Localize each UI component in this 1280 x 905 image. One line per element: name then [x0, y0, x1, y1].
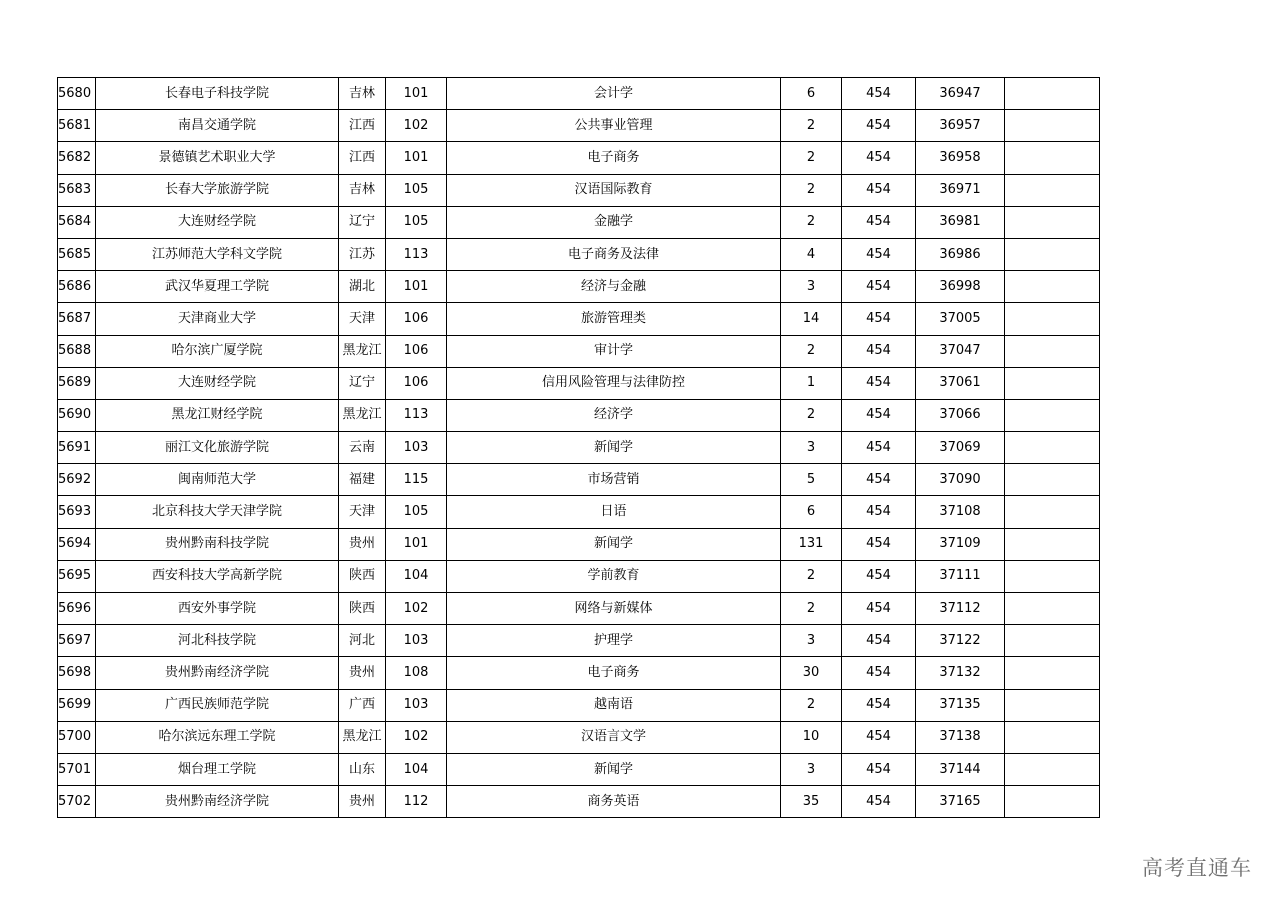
table-row [58, 528, 1100, 560]
count-cell: 3 [781, 625, 842, 657]
note-cell [1005, 721, 1100, 753]
note-cell [1005, 303, 1100, 335]
count-cell: 2 [781, 110, 842, 142]
position-cell: 37138 [916, 721, 1005, 753]
code-cell: 106 [386, 335, 447, 367]
code-cell: 113 [386, 238, 447, 270]
position-cell: 37090 [916, 464, 1005, 496]
table-row [58, 593, 1100, 625]
position-cell: 37135 [916, 689, 1005, 721]
province-cell: 江苏 [339, 238, 386, 270]
rank-cell: 5680 [58, 78, 96, 110]
school-cell: 武汉华夏理工学院 [96, 271, 339, 303]
table-row [58, 560, 1100, 592]
note-cell [1005, 174, 1100, 206]
note-cell [1005, 689, 1100, 721]
score-cell: 454 [842, 238, 916, 270]
note-cell [1005, 625, 1100, 657]
table-row [58, 721, 1100, 753]
count-cell: 1 [781, 367, 842, 399]
school-cell: 大连财经学院 [96, 206, 339, 238]
count-cell: 4 [781, 238, 842, 270]
major-cell: 新闻学 [447, 753, 781, 785]
table-row [58, 367, 1100, 399]
table-row [58, 786, 1100, 818]
code-cell: 104 [386, 753, 447, 785]
school-cell: 景德镇艺术职业大学 [96, 142, 339, 174]
position-cell: 36971 [916, 174, 1005, 206]
major-cell: 信用风险管理与法律防控 [447, 367, 781, 399]
score-cell: 454 [842, 367, 916, 399]
score-cell: 454 [842, 303, 916, 335]
table-row [58, 496, 1100, 528]
school-cell: 大连财经学院 [96, 367, 339, 399]
rank-cell: 5683 [58, 174, 96, 206]
school-cell: 西安外事学院 [96, 593, 339, 625]
position-cell: 36998 [916, 271, 1005, 303]
major-cell: 网络与新媒体 [447, 593, 781, 625]
major-cell: 电子商务 [447, 657, 781, 689]
code-cell: 101 [386, 142, 447, 174]
count-cell: 5 [781, 464, 842, 496]
rank-cell: 5699 [58, 689, 96, 721]
score-cell: 454 [842, 432, 916, 464]
note-cell [1005, 432, 1100, 464]
rank-cell: 5696 [58, 593, 96, 625]
score-cell: 454 [842, 625, 916, 657]
position-cell: 37061 [916, 367, 1005, 399]
score-cell: 454 [842, 786, 916, 818]
table-row [58, 206, 1100, 238]
code-cell: 103 [386, 625, 447, 657]
count-cell: 10 [781, 721, 842, 753]
code-cell: 103 [386, 432, 447, 464]
score-cell: 454 [842, 560, 916, 592]
position-cell: 37047 [916, 335, 1005, 367]
school-cell: 贵州黔南经济学院 [96, 657, 339, 689]
note-cell [1005, 464, 1100, 496]
school-cell: 烟台理工学院 [96, 753, 339, 785]
rank-cell: 5682 [58, 142, 96, 174]
score-cell: 454 [842, 271, 916, 303]
rank-cell: 5686 [58, 271, 96, 303]
position-cell: 37165 [916, 786, 1005, 818]
count-cell: 2 [781, 593, 842, 625]
province-cell: 山东 [339, 753, 386, 785]
code-cell: 115 [386, 464, 447, 496]
rank-cell: 5695 [58, 560, 96, 592]
note-cell [1005, 367, 1100, 399]
table-row [58, 625, 1100, 657]
score-cell: 454 [842, 335, 916, 367]
code-cell: 105 [386, 206, 447, 238]
major-cell: 新闻学 [447, 528, 781, 560]
province-cell: 福建 [339, 464, 386, 496]
major-cell: 会计学 [447, 78, 781, 110]
note-cell [1005, 657, 1100, 689]
table-row [58, 174, 1100, 206]
school-cell: 南昌交通学院 [96, 110, 339, 142]
score-cell: 454 [842, 110, 916, 142]
code-cell: 112 [386, 786, 447, 818]
note-cell [1005, 528, 1100, 560]
school-cell: 长春大学旅游学院 [96, 174, 339, 206]
position-cell: 37132 [916, 657, 1005, 689]
note-cell [1005, 593, 1100, 625]
major-cell: 商务英语 [447, 786, 781, 818]
admissions-table [57, 77, 1100, 818]
school-cell: 贵州黔南科技学院 [96, 528, 339, 560]
position-cell: 36957 [916, 110, 1005, 142]
code-cell: 104 [386, 560, 447, 592]
rank-cell: 5693 [58, 496, 96, 528]
score-cell: 454 [842, 528, 916, 560]
score-cell: 454 [842, 753, 916, 785]
score-cell: 454 [842, 689, 916, 721]
rank-cell: 5700 [58, 721, 96, 753]
rank-cell: 5685 [58, 238, 96, 270]
position-cell: 36986 [916, 238, 1005, 270]
count-cell: 30 [781, 657, 842, 689]
count-cell: 6 [781, 78, 842, 110]
score-cell: 454 [842, 657, 916, 689]
count-cell: 35 [781, 786, 842, 818]
rank-cell: 5701 [58, 753, 96, 785]
position-cell: 36947 [916, 78, 1005, 110]
position-cell: 36981 [916, 206, 1005, 238]
table-row [58, 432, 1100, 464]
major-cell: 电子商务 [447, 142, 781, 174]
school-cell: 黑龙江财经学院 [96, 399, 339, 431]
school-cell: 哈尔滨远东理工学院 [96, 721, 339, 753]
rank-cell: 5694 [58, 528, 96, 560]
province-cell: 广西 [339, 689, 386, 721]
code-cell: 108 [386, 657, 447, 689]
position-cell: 37122 [916, 625, 1005, 657]
table-row [58, 78, 1100, 110]
province-cell: 陕西 [339, 560, 386, 592]
major-cell: 旅游管理类 [447, 303, 781, 335]
note-cell [1005, 753, 1100, 785]
major-cell: 经济与金融 [447, 271, 781, 303]
position-cell: 37108 [916, 496, 1005, 528]
major-cell: 电子商务及法律 [447, 238, 781, 270]
rank-cell: 5698 [58, 657, 96, 689]
major-cell: 审计学 [447, 335, 781, 367]
province-cell: 吉林 [339, 174, 386, 206]
province-cell: 天津 [339, 496, 386, 528]
code-cell: 103 [386, 689, 447, 721]
rank-cell: 5702 [58, 786, 96, 818]
count-cell: 2 [781, 335, 842, 367]
count-cell: 131 [781, 528, 842, 560]
table-row [58, 689, 1100, 721]
position-cell: 37109 [916, 528, 1005, 560]
rank-cell: 5691 [58, 432, 96, 464]
position-cell: 36958 [916, 142, 1005, 174]
table-row [58, 303, 1100, 335]
province-cell: 黑龙江 [339, 399, 386, 431]
score-cell: 454 [842, 174, 916, 206]
count-cell: 2 [781, 142, 842, 174]
province-cell: 湖北 [339, 271, 386, 303]
note-cell [1005, 271, 1100, 303]
school-cell: 贵州黔南经济学院 [96, 786, 339, 818]
school-cell: 西安科技大学高新学院 [96, 560, 339, 592]
major-cell: 市场营销 [447, 464, 781, 496]
count-cell: 2 [781, 399, 842, 431]
major-cell: 公共事业管理 [447, 110, 781, 142]
note-cell [1005, 110, 1100, 142]
table-row [58, 753, 1100, 785]
note-cell [1005, 786, 1100, 818]
province-cell: 陕西 [339, 593, 386, 625]
table-row [58, 335, 1100, 367]
code-cell: 113 [386, 399, 447, 431]
school-cell: 哈尔滨广厦学院 [96, 335, 339, 367]
table-row [58, 464, 1100, 496]
count-cell: 6 [781, 496, 842, 528]
note-cell [1005, 399, 1100, 431]
major-cell: 护理学 [447, 625, 781, 657]
major-cell: 越南语 [447, 689, 781, 721]
score-cell: 454 [842, 464, 916, 496]
note-cell [1005, 206, 1100, 238]
code-cell: 106 [386, 367, 447, 399]
rank-cell: 5689 [58, 367, 96, 399]
school-cell: 河北科技学院 [96, 625, 339, 657]
province-cell: 江西 [339, 142, 386, 174]
position-cell: 37005 [916, 303, 1005, 335]
province-cell: 河北 [339, 625, 386, 657]
table-row [58, 110, 1100, 142]
count-cell: 14 [781, 303, 842, 335]
major-cell: 金融学 [447, 206, 781, 238]
province-cell: 吉林 [339, 78, 386, 110]
note-cell [1005, 496, 1100, 528]
code-cell: 105 [386, 496, 447, 528]
note-cell [1005, 78, 1100, 110]
score-cell: 454 [842, 399, 916, 431]
province-cell: 天津 [339, 303, 386, 335]
count-cell: 3 [781, 271, 842, 303]
code-cell: 101 [386, 78, 447, 110]
table-row [58, 142, 1100, 174]
count-cell: 3 [781, 753, 842, 785]
province-cell: 云南 [339, 432, 386, 464]
code-cell: 101 [386, 271, 447, 303]
watermark-text: 高考直通车 [1142, 856, 1252, 880]
code-cell: 102 [386, 721, 447, 753]
code-cell: 101 [386, 528, 447, 560]
rank-cell: 5697 [58, 625, 96, 657]
position-cell: 37144 [916, 753, 1005, 785]
position-cell: 37111 [916, 560, 1005, 592]
major-cell: 新闻学 [447, 432, 781, 464]
rank-cell: 5688 [58, 335, 96, 367]
province-cell: 贵州 [339, 528, 386, 560]
school-cell: 闽南师范大学 [96, 464, 339, 496]
score-cell: 454 [842, 142, 916, 174]
code-cell: 106 [386, 303, 447, 335]
table-row [58, 271, 1100, 303]
major-cell: 汉语国际教育 [447, 174, 781, 206]
province-cell: 辽宁 [339, 367, 386, 399]
rank-cell: 5690 [58, 399, 96, 431]
school-cell: 广西民族师范学院 [96, 689, 339, 721]
score-cell: 454 [842, 593, 916, 625]
code-cell: 102 [386, 593, 447, 625]
province-cell: 贵州 [339, 786, 386, 818]
position-cell: 37112 [916, 593, 1005, 625]
major-cell: 汉语言文学 [447, 721, 781, 753]
code-cell: 102 [386, 110, 447, 142]
count-cell: 2 [781, 560, 842, 592]
major-cell: 经济学 [447, 399, 781, 431]
count-cell: 2 [781, 206, 842, 238]
rank-cell: 5684 [58, 206, 96, 238]
score-cell: 454 [842, 496, 916, 528]
score-cell: 454 [842, 206, 916, 238]
table-body [58, 78, 1100, 818]
score-cell: 454 [842, 78, 916, 110]
score-cell: 454 [842, 721, 916, 753]
count-cell: 2 [781, 174, 842, 206]
province-cell: 贵州 [339, 657, 386, 689]
position-cell: 37069 [916, 432, 1005, 464]
position-cell: 37066 [916, 399, 1005, 431]
school-cell: 天津商业大学 [96, 303, 339, 335]
major-cell: 日语 [447, 496, 781, 528]
note-cell [1005, 560, 1100, 592]
table-row [58, 657, 1100, 689]
province-cell: 江西 [339, 110, 386, 142]
rank-cell: 5681 [58, 110, 96, 142]
rank-cell: 5692 [58, 464, 96, 496]
province-cell: 辽宁 [339, 206, 386, 238]
province-cell: 黑龙江 [339, 335, 386, 367]
table-row [58, 238, 1100, 270]
note-cell [1005, 335, 1100, 367]
major-cell: 学前教育 [447, 560, 781, 592]
note-cell [1005, 238, 1100, 270]
school-cell: 江苏师范大学科文学院 [96, 238, 339, 270]
table-row [58, 399, 1100, 431]
count-cell: 3 [781, 432, 842, 464]
province-cell: 黑龙江 [339, 721, 386, 753]
code-cell: 105 [386, 174, 447, 206]
school-cell: 长春电子科技学院 [96, 78, 339, 110]
rank-cell: 5687 [58, 303, 96, 335]
note-cell [1005, 142, 1100, 174]
school-cell: 北京科技大学天津学院 [96, 496, 339, 528]
count-cell: 2 [781, 689, 842, 721]
school-cell: 丽江文化旅游学院 [96, 432, 339, 464]
